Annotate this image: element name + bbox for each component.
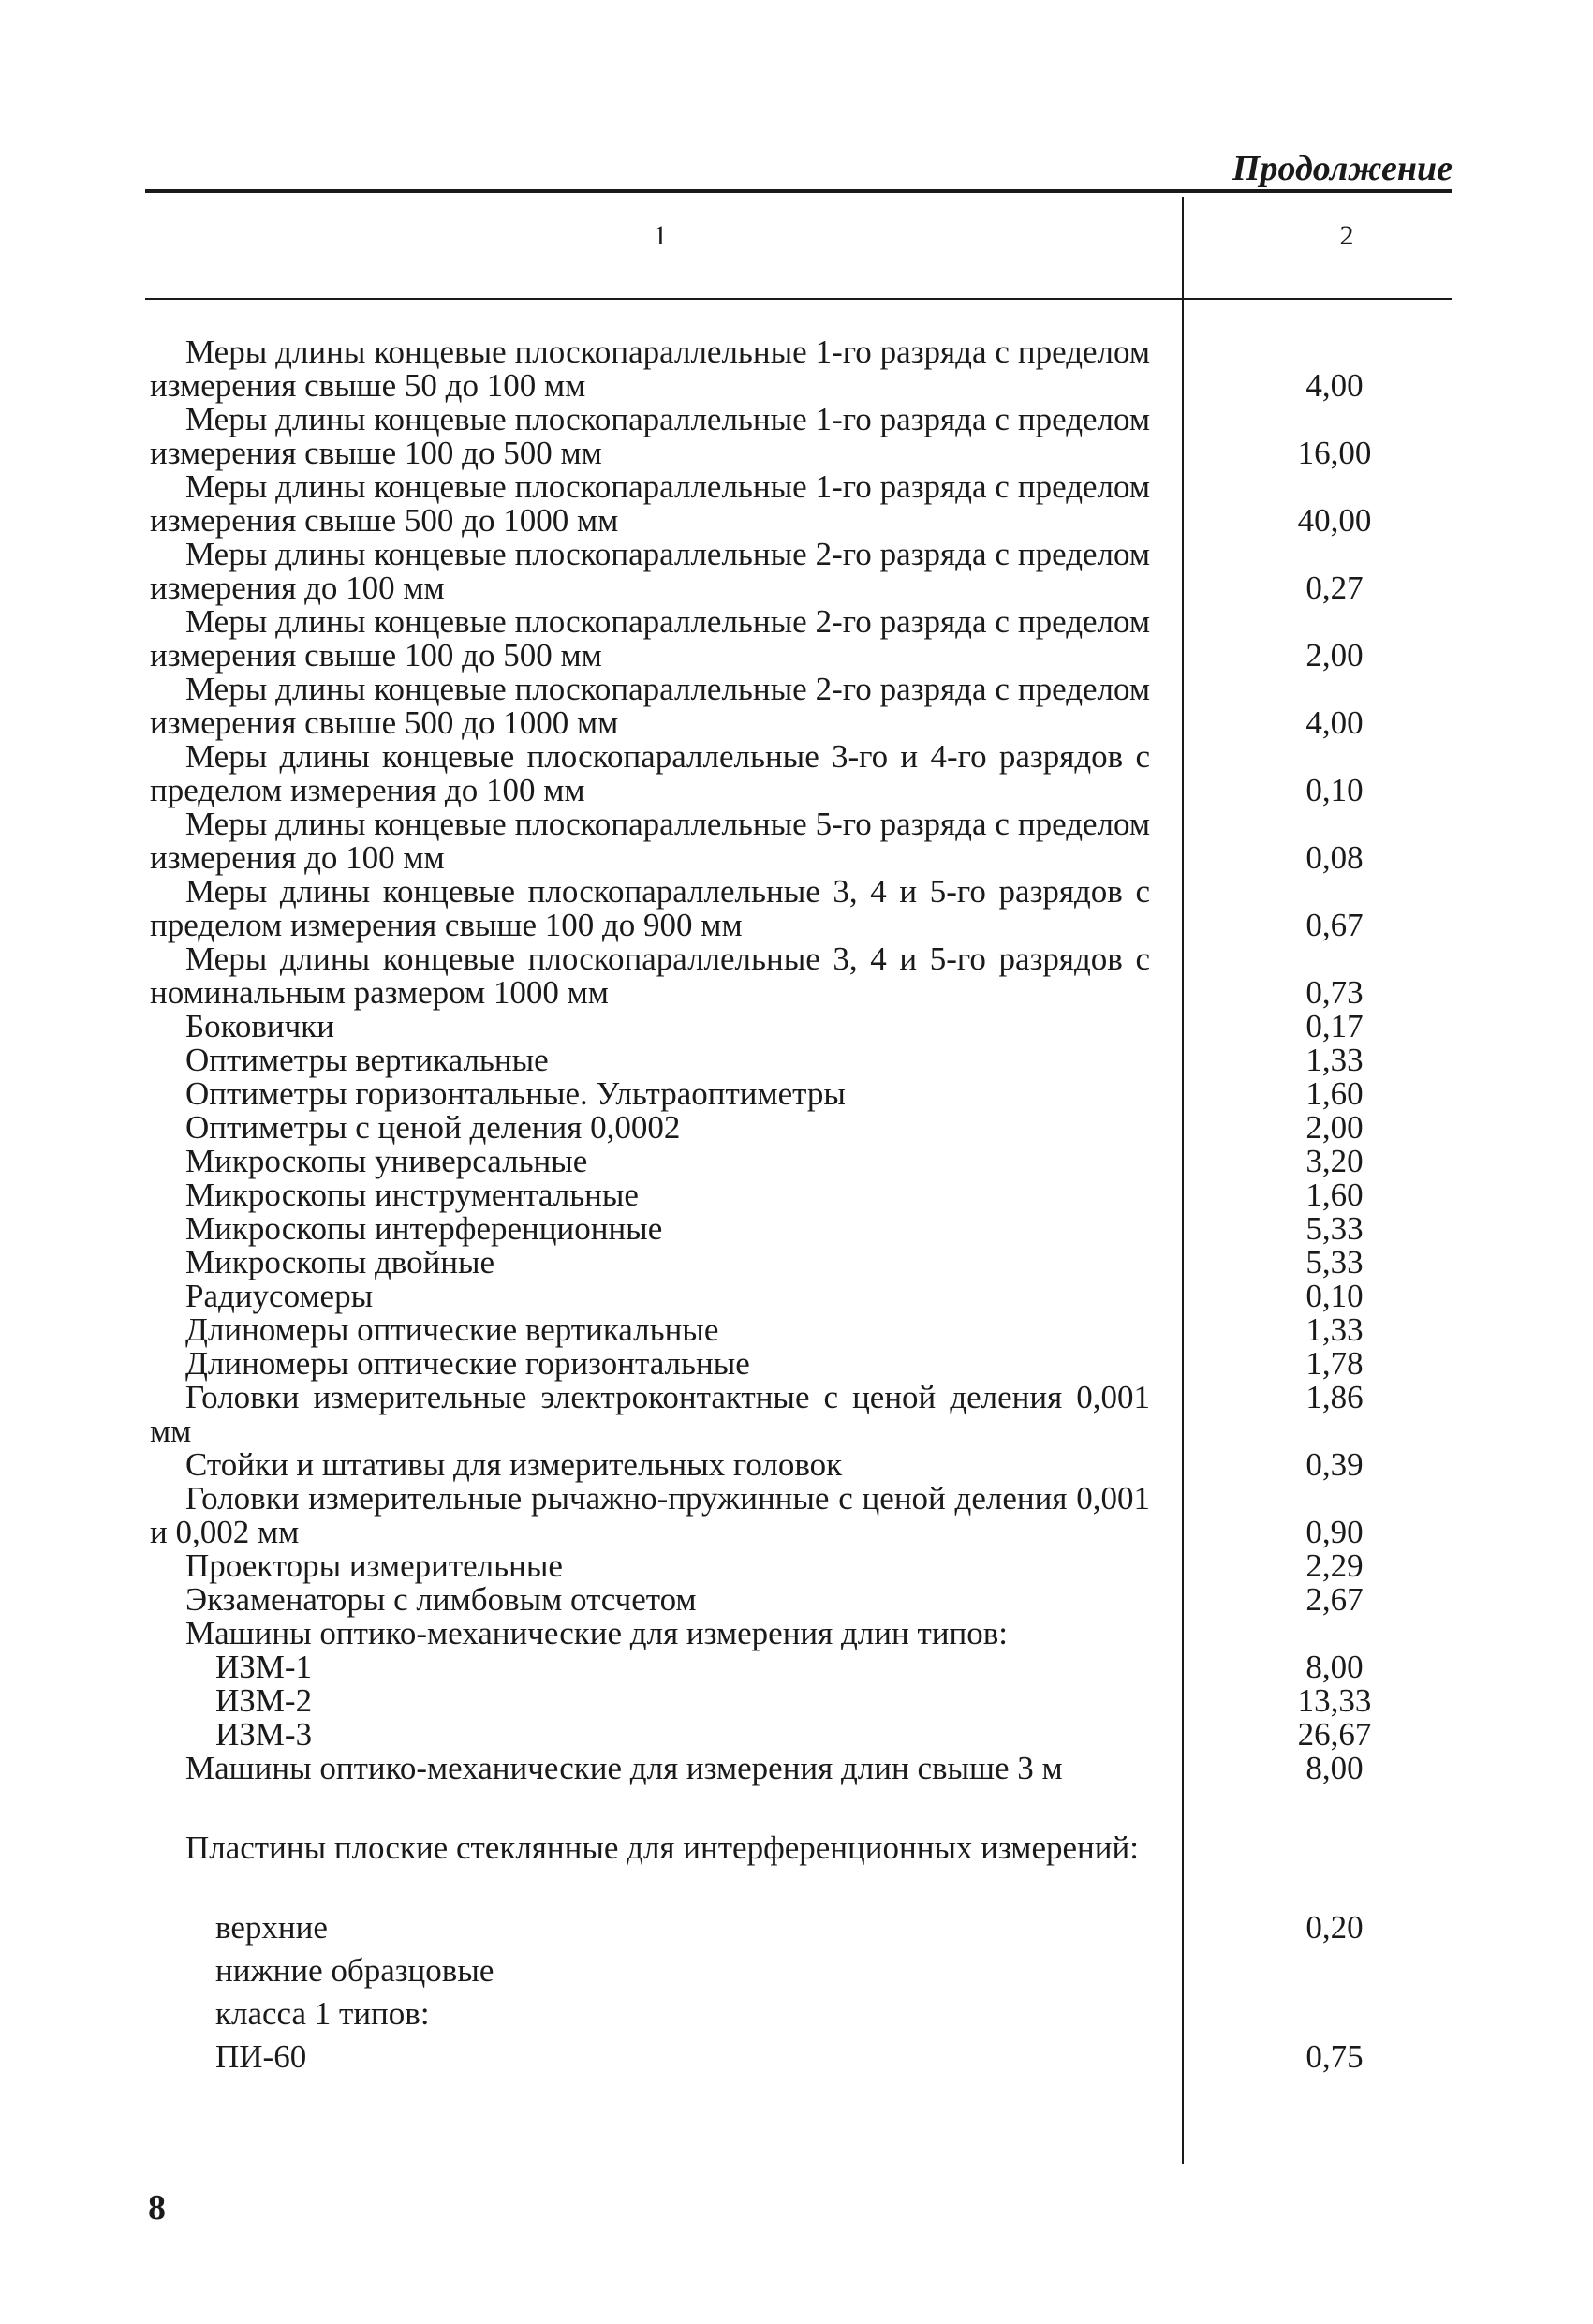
row-description: Меры длины концевые плоскопараллельные 3, 4 и 5-го разрядов с номинальным размером 1000 мм — [150, 940, 1150, 1011]
row-value: 1,86 — [1305, 1379, 1364, 1415]
row-description: Микроскопы двойные — [185, 1244, 495, 1280]
row-value: 26,67 — [1297, 1716, 1372, 1753]
row-value: 0,17 — [1305, 1008, 1364, 1044]
row-value: 4,00 — [1305, 704, 1364, 741]
row-value: 16,00 — [1297, 435, 1372, 471]
page-number: 8 — [148, 2188, 166, 2228]
row-description: Пластины плоские стеклянные для интерференционных измерений: — [185, 1829, 1139, 1866]
row-description: Меры длины концевые плоскопараллельные 1-го разряда с пределом измерения свыше 500 до 1000 мм — [150, 468, 1150, 539]
column-separator — [1182, 197, 1184, 2164]
row-description: Длиномеры оптические горизонтальные — [185, 1345, 750, 1382]
row-value: 0,75 — [1305, 2038, 1364, 2075]
row-value: 0,10 — [1305, 1278, 1364, 1314]
row-value: 4,00 — [1305, 367, 1364, 404]
row-description: Оптиметры вертикальные — [185, 1042, 549, 1078]
row-value: 0,73 — [1305, 974, 1364, 1011]
row-value: 13,33 — [1297, 1682, 1372, 1719]
row-description: Боковички — [185, 1008, 334, 1044]
row-value: 5,33 — [1305, 1210, 1364, 1247]
row-description: ИЗМ-2 — [215, 1682, 313, 1719]
row-value: 40,00 — [1297, 502, 1372, 539]
row-description: Оптиметры с ценой деления 0,0002 — [185, 1109, 681, 1146]
row-description: Меры длины концевые плоскопараллельные 1-го разряда с пределом измерения свыше 100 до 500 мм — [150, 401, 1150, 471]
row-description: ПИ-60 — [215, 2038, 307, 2075]
row-description: Оптиметры горизонтальные. Ультраоптиметры — [185, 1075, 846, 1112]
row-value: 2,67 — [1305, 1581, 1364, 1618]
row-description: Меры длины концевые плоскопараллельные 3, 4 и 5-го разрядов с пределом измерения свыше 100 до 900 мм — [150, 873, 1150, 943]
row-description: Стойки и штативы для измерительных головок — [185, 1446, 843, 1483]
column-1-header: 1 — [653, 220, 668, 251]
row-description: Микроскопы инструментальные — [185, 1177, 639, 1213]
row-description: верхние — [215, 1909, 328, 1946]
row-value: 3,20 — [1305, 1143, 1364, 1179]
row-description: Машины оптико-механические для измерения длин свыше 3 м — [185, 1750, 1063, 1786]
row-value: 5,33 — [1305, 1244, 1364, 1280]
row-description: Меры длины концевые плоскопараллельные 3-го и 4-го разрядов с пределом измерения до 100 мм — [150, 738, 1150, 808]
row-description: Меры длины концевые плоскопараллельные 5-го разряда с пределом измерения до 100 мм — [150, 806, 1150, 876]
row-description: Длиномеры оптические вертикальные — [185, 1311, 719, 1348]
row-description: Машины оптико-механические для измерения длин типов: — [185, 1615, 1008, 1651]
row-value: 1,33 — [1305, 1311, 1364, 1348]
row-value: 0,20 — [1305, 1909, 1364, 1946]
row-value: 0,10 — [1305, 772, 1364, 808]
row-description: Экзаменаторы с лимбовым отсчетом — [185, 1581, 697, 1618]
row-description: Микроскопы интерференционные — [185, 1210, 663, 1247]
row-value: 2,29 — [1305, 1547, 1364, 1584]
row-value: 1,60 — [1305, 1177, 1364, 1213]
row-value: 2,00 — [1305, 637, 1364, 674]
row-value: 8,00 — [1305, 1750, 1364, 1786]
row-description: Головки измерительные рычажно-пружинные с ценой деления 0,001 и 0,002 мм — [150, 1480, 1150, 1550]
row-value: 2,00 — [1305, 1109, 1364, 1146]
row-value: 1,60 — [1305, 1075, 1364, 1112]
row-description: Радиусомеры — [185, 1278, 374, 1314]
table-top-rule — [145, 189, 1452, 193]
row-description: Проекторы измерительные — [185, 1547, 563, 1584]
row-description: Меры длины концевые плоскопараллельные 2-го разряда с пределом измерения свыше 100 до 500 мм — [150, 603, 1150, 674]
row-description: Меры длины концевые плоскопараллельные 2-го разряда с пределом измерения свыше 500 до 1000 мм — [150, 671, 1150, 741]
column-2-header: 2 — [1339, 220, 1354, 251]
row-description: ИЗМ-3 — [215, 1716, 313, 1753]
row-description: класса 1 типов: — [215, 1995, 430, 2032]
table-header-rule — [145, 298, 1452, 300]
row-value: 0,27 — [1305, 570, 1364, 606]
row-value: 1,33 — [1305, 1042, 1364, 1078]
row-description: ИЗМ-1 — [215, 1649, 313, 1685]
row-value: 0,67 — [1305, 907, 1364, 943]
continuation-label: Продолжение — [1232, 149, 1453, 188]
row-description: нижние образцовые — [215, 1952, 494, 1989]
row-description: Головки измерительные электроконтактные с ценой деления 0,001 мм — [150, 1379, 1150, 1449]
row-description: Микроскопы универсальные — [185, 1143, 588, 1179]
row-description: Меры длины концевые плоскопараллельные 1-го разряда с пределом измерения свыше 50 до 100 мм — [150, 333, 1150, 404]
row-value: 0,08 — [1305, 839, 1364, 876]
row-value: 0,39 — [1305, 1446, 1364, 1483]
row-description: Меры длины концевые плоскопараллельные 2-го разряда с пределом измерения до 100 мм — [150, 536, 1150, 606]
row-value: 8,00 — [1305, 1649, 1364, 1685]
row-value: 0,90 — [1305, 1514, 1364, 1550]
row-value: 1,78 — [1305, 1345, 1364, 1382]
